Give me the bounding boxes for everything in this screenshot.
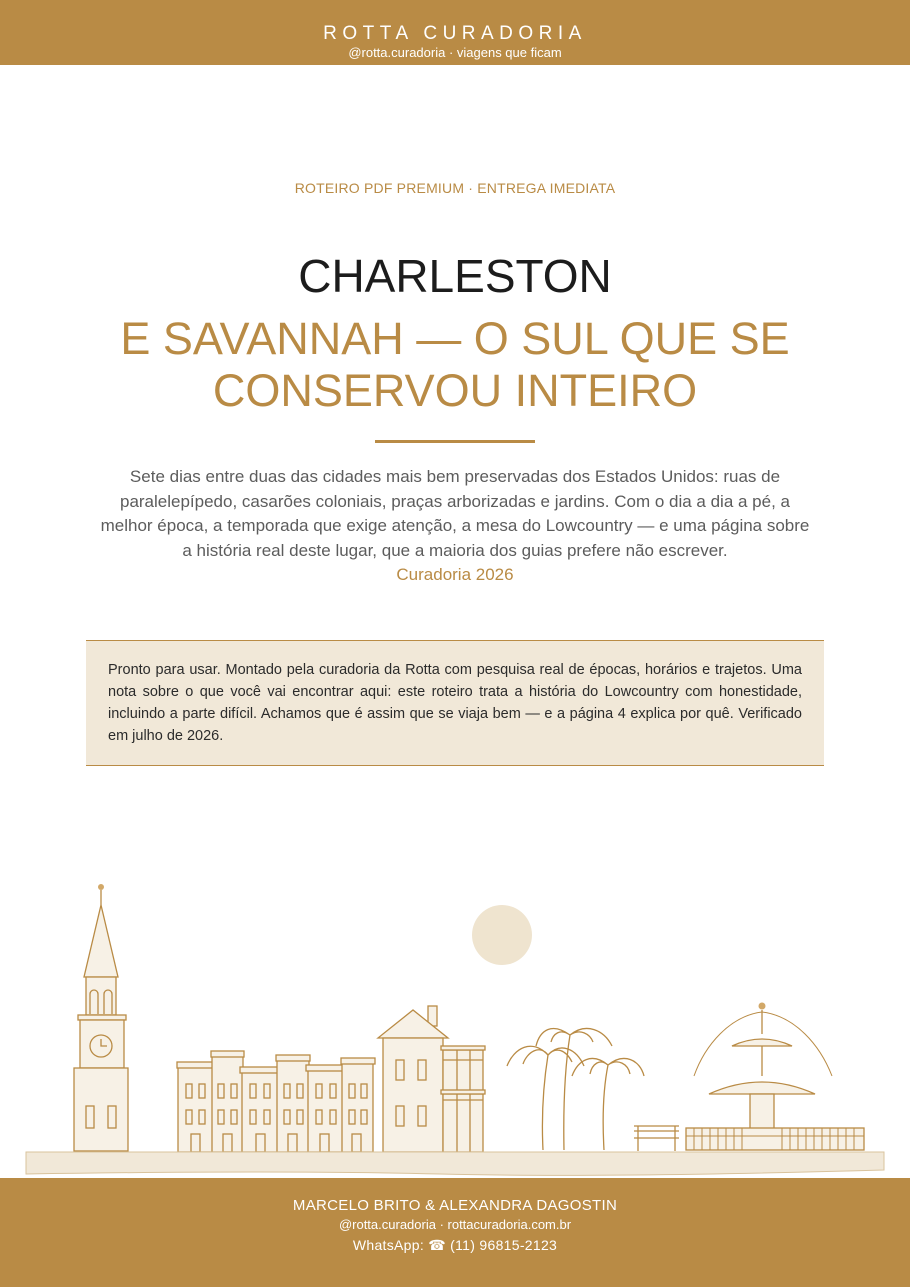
brand-name: ROTTA CURADORIA bbox=[323, 23, 587, 44]
intro-accent: Curadoria 2026 bbox=[396, 565, 514, 584]
note-text: Pronto para usar. Montado pela curadoria da Rotta com pesquisa real de épocas, horários e trajetos. Uma nota sobre o que você vai encontrar aqui: este roteiro trata a história do Lowcountry com honestidade, incluindo a parte difícil. Achamos que é assim que se viaja bem — e a página 4 explica por quê. Verificado em julho de 2026. bbox=[108, 662, 802, 744]
ground-line bbox=[26, 1152, 884, 1175]
bench-icon bbox=[634, 1126, 679, 1151]
note-box bbox=[86, 640, 824, 766]
page-subtitle: E SAVANNAH — O SUL QUE SE CONSERVOU INTEIRO bbox=[120, 313, 790, 416]
mansion-icon bbox=[378, 1006, 485, 1152]
eyebrow-label: ROTEIRO PDF PREMIUM · ENTREGA IMEDIATA bbox=[294, 180, 616, 196]
fountain-icon bbox=[686, 1003, 864, 1151]
footer-phone[interactable]: WhatsApp: ☎ (11) 96815-2123 bbox=[352, 1237, 558, 1253]
row-houses-icon bbox=[177, 1051, 375, 1152]
intro-text: Sete dias entre duas das cidades mais bem preservadas dos Estados Unidos: ruas de paralelepípedo, casarões coloniais, praças arborizadas e jardins. Com o dia a dia a pé, a melhor época, a temporada que exige atenção, a mesa do Lowcountry — e uma página sobre a história real deste lugar, que a maioria dos guias prefere não escrever. bbox=[100, 467, 810, 560]
palm-trees-icon bbox=[507, 1029, 644, 1150]
brand-tagline: @rotta.curadoria · viagens que ficam bbox=[348, 45, 562, 60]
page-title: CHARLESTON bbox=[298, 250, 612, 302]
footer-bar bbox=[0, 1178, 910, 1287]
church-steeple-icon bbox=[74, 884, 128, 1151]
footer-authors: MARCELO BRITO & ALEXANDRA DAGOSTIN bbox=[292, 1197, 618, 1214]
intro-paragraph bbox=[95, 465, 815, 588]
footer-contact: @rotta.curadoria · rottacuradoria.com.br bbox=[338, 1217, 572, 1232]
title-divider bbox=[375, 440, 535, 443]
header-bar bbox=[0, 0, 910, 65]
charleston-skyline-illustration bbox=[0, 870, 910, 1180]
sun-icon bbox=[472, 905, 532, 965]
